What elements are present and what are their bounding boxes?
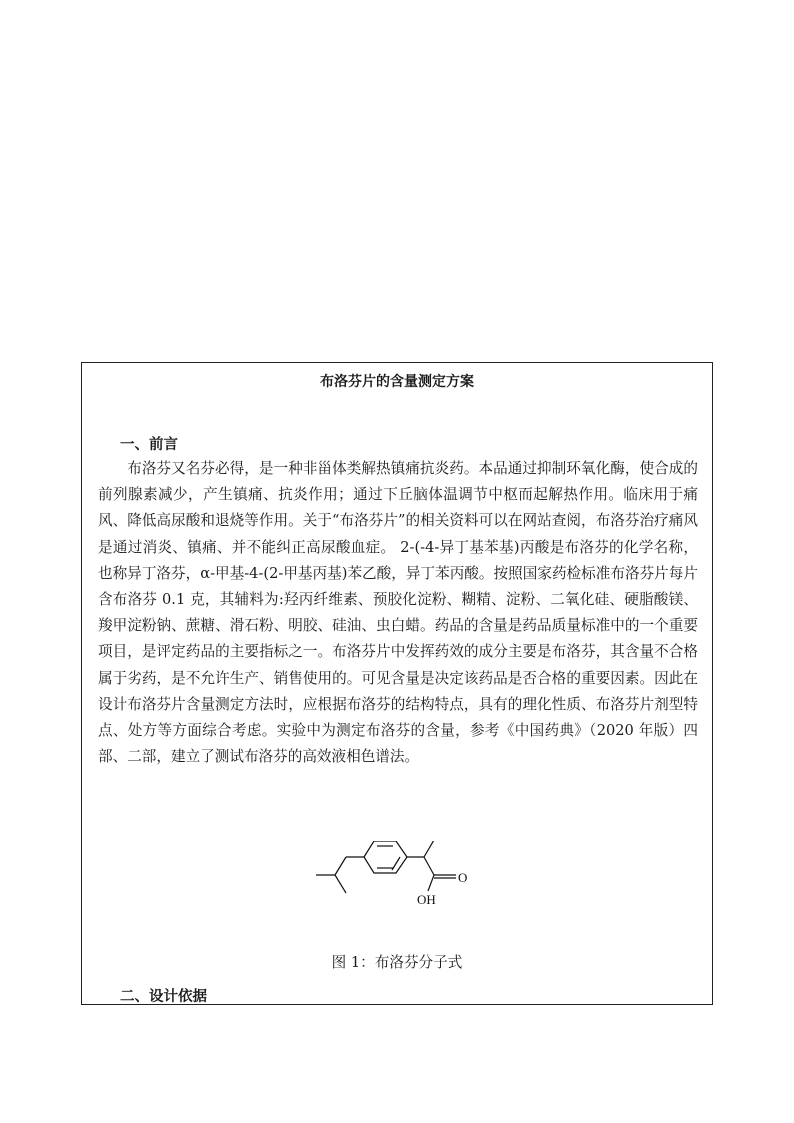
- preface-paragraph: 布洛芬又名芬必得，是一种非甾体类解热镇痛抗炎药。本品通过抑制环氧化酶，使合成的前列腺素减少，产生镇痛、抗炎作用；通过下丘脑体温调节中枢而起解热作用。临床用于痛风、降低高尿酸和退烧等作用。关于“布洛芬片”的相关资料可以在网站查阅，布洛芬治疗痛风是通过消炎、镇痛、并不能纠正高尿酸血症。 2-(-4-异丁基苯基)丙酸是布洛芬的化学名称，也称异丁洛芬，α-甲基-4-(2-甲基丙基)苯乙酸，异丁苯丙酸。按照国家药检标准布洛芬片每片含布洛芬 0.1 克，其辅料为:羟丙纤维素、预胶化淀粉、糊精、淀粉、二氧化硅、硬脂酸镁、羧甲淀粉钠、蔗糖、滑石粉、明胶、硅油、虫白蜡。药品的含量是药品质量标准中的一个重要项目，是评定药品的主要指标之一。布洛芬片中发挥药效的成分主要是布洛芬，其含量不合格属于劣药，是不允许生产、销售使用的。可见含量是决定该药品是否合格的重要因素。因此在设计布洛芬片含量测定方法时，应根据布洛芬的结构特点，具有的理化性质、布洛芬片剂型特点、处方等方面综合考虑。实验中为测定布洛芬的含量，参考《中国药典》（2020 年版）四部、二部，建立了测试布洛芬的高效液相色谱法。: [98, 460, 698, 766]
- ibuprofen-structure-diagram: [310, 841, 490, 921]
- document-title: 布洛芬片的含量测定方案: [320, 374, 474, 390]
- figure-caption: 图 1：布洛芬分子式: [331, 954, 463, 971]
- section-heading-design-basis: 二、设计依据: [120, 989, 207, 1005]
- section-heading-preface: 一、前言: [120, 437, 178, 453]
- hydroxyl-label: OH: [417, 892, 436, 907]
- content-frame: [81, 362, 713, 1005]
- oxygen-atom-label: O: [458, 870, 468, 885]
